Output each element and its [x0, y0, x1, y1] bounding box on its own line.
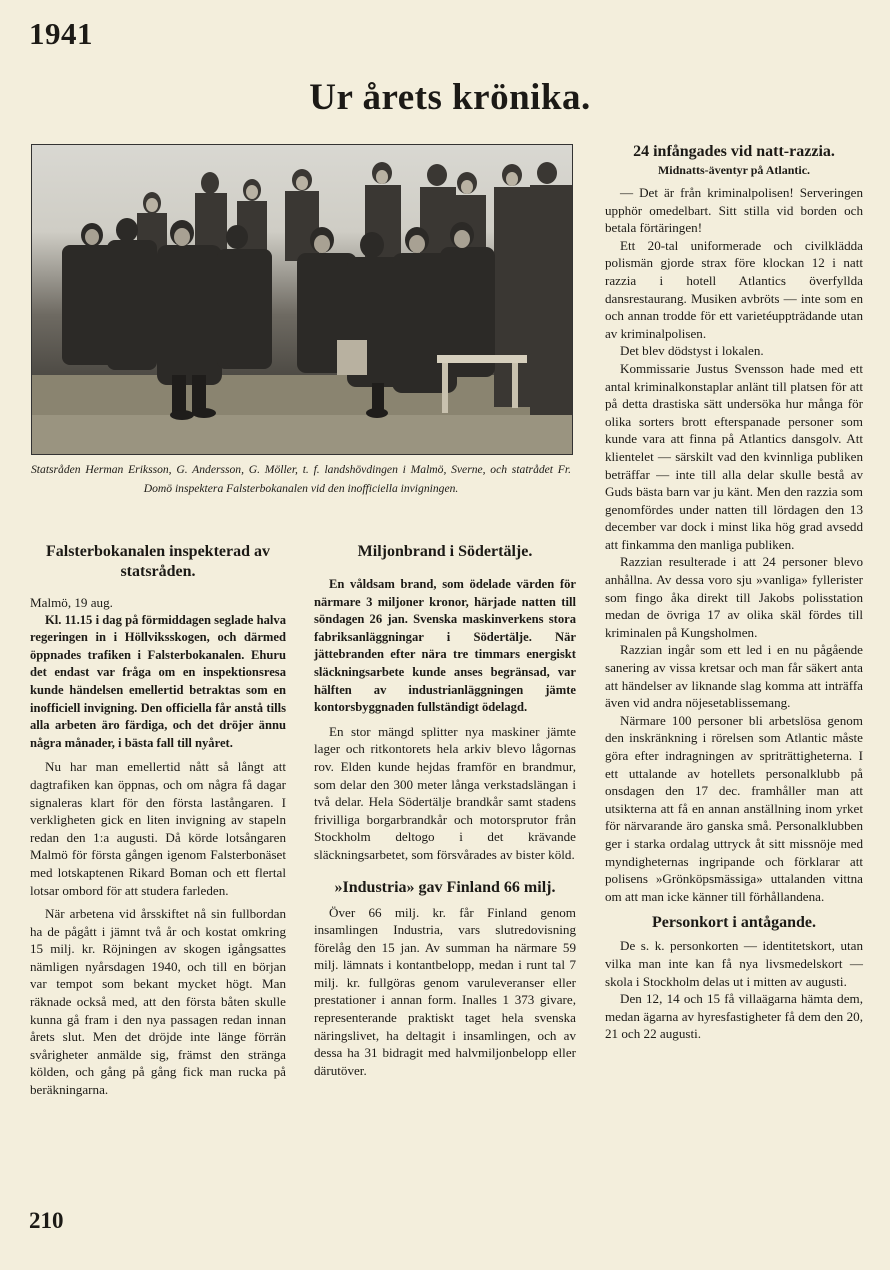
- article-paragraph: Den 12, 14 och 15 få villaägarna hämta dem, medan ägarna av hyresfastigheter få dem den 20, 21 och 22 augusti.: [605, 991, 863, 1042]
- page-number: 210: [29, 1208, 64, 1233]
- article-paragraph: Det blev dödstyst i lokalen.: [620, 343, 764, 359]
- article-paragraph: När arbetena vid årsskiftet nå sin fullbordan ha de pågått i jämnt två år och kostat omkring 15 milj. kr. Röjningen av skogen igångsattes nämligen nyårsdagen 1940, och till en början var tempot som bekant mycket högt. Man räknade också med, att den första båten skulle kunna gå fram i den nya passagen redan innan årets slut. Men det dröjde inte länge förrän svårigheter anmälde sig, främst den stränga kölden, och gång på gång fick man rucka på beräkningarna.: [30, 906, 286, 1098]
- article-paragraph: Ett 20-tal uniformerade och civilklädda polismän gjorde strax före klockan 12 i natt razzia i hotell Atlantics överfyllda dansrestaurang. Musiken avbröts — inte som en och annan trodde för ett varietéuppträdande utan av kriminalpolisen.: [605, 237, 863, 341]
- article-paragraph: Närmare 100 personer bli arbetslösa genom den inskränkning i rörelsen som Atlantic måste göra efter indragningen av spriträttigheterna. I ett uttalande av hotellets personalklubb på onsdagen den 17 dec. framhåller man att utsikterna att få en annan anställning inom yrket för närvarande äro ganska små. Personalklubben ger i starka ordalag uttryck åt sitt missnöje med myndigheternas ingripande och förklarar att polisens »Grönköpsmässiga» uttalanden vittna om att man icke känner till förhållandena.: [605, 712, 863, 904]
- article-dateline: Malmö, 19 aug.: [30, 595, 113, 610]
- year-heading: 1941: [29, 16, 93, 51]
- column-middle: [314, 542, 576, 1079]
- photo-illustration: [32, 145, 572, 454]
- article-lead-sodertalje: En våldsam brand, som ödelade värden för närmare 3 miljoner kronor, härjade natten till söndagen 26 jan. Svenska maskinverkens stora fabriksanläggningar i Södertälje. När jättebranden efter nära tre timmars energiskt släckningsarbete kunde anses begränsad, var hälften av industrianläggningen jämte kontorsbyggnaden fullständigt ödelagd.: [314, 577, 576, 715]
- article-title-sodertalje: Miljonbrand i Södertälje.: [357, 543, 533, 560]
- article-paragraph: Razzian ingår som ett led i en nu pågående sanering av vissa kretsar och man får säkert anta att händelser av liknande slag komma att inträffa även vid andra nöjesetablissemang.: [605, 642, 863, 711]
- article-paragraph: Över 66 milj. kr. får Finland genom insamlingen Industria, vars slutredovisning förelåg den 15 jan. Av summan ha närmare 59 milj. lämnats i kontantbelopp, medan i runt tal 7 milj. kr. fullgöras genom varuleveranser eller prestationer i annan form. Inalles 1 373 givare, representerande praktiskt taget hela svenska näringslivet, ha deltagit i insamlingen, och av dessa ha 31 bidragit med halvmiljonbelopp eller därutöver.: [314, 904, 576, 1078]
- news-photo: [31, 144, 573, 455]
- article-paragraph: De s. k. personkorten — identitetskort, utan vilka man inte kan få nya livsmedelskort — skola i Stockholm delas ut i mitten av augusti.: [605, 938, 863, 989]
- column-right: [605, 142, 863, 1043]
- article-paragraph: En stor mängd splitter nya maskiner jämte lager och ritkontorets hela arkiv blevo lågornas rov. Elden kunde hejdas framför en brandmur, som delar den 300 meter långa verkstadslängan i två delar. Hela Södertälje brandkår samt stadens frivilliga borgarbrandkår och motorsprutor från Stockholm deltogo i det krävande släckningsarbetet, som försvårades av bister köld.: [314, 723, 576, 862]
- page-title: Ur årets krönika.: [309, 77, 591, 118]
- article-paragraph: Razzian resulterade i att 24 personer blevo anhållna. Av dessa voro sju »vanliga» fyllerister som fingo åka direkt till Jakobs polisstation medan de övriga 17 av olika skäl fördes till kriminalen på Kungsholmen.: [605, 554, 863, 640]
- photo-caption: Statsråden Herman Eriksson, G. Andersson, G. Möller, t. f. landshövdingen i Malmö, Sverne, och statrådet Fr. Domö inspektera Falsterbokanalen vid den inofficiella invigningen.: [31, 463, 571, 495]
- article-lead-falsterbo: Kl. 11.15 i dag på förmiddagen seglade halva regeringen in i Höllviksskogen, och därmed öppnades trafiken i Falsterbokanalen. Ehuru det endast var fråga om en inspektionsresa kunde händelsen emellertid betraktas som en inofficiell invigning. Den officiella får anstå tills alla arbeten äro färdiga, och det dröjer ännu några månader, i bästa fall till nyåret.: [30, 612, 286, 750]
- article-title-industria: »Industria» gav Finland 66 milj.: [334, 878, 556, 896]
- article-title-razzia: 24 infångades vid natt-razzia.: [633, 143, 835, 160]
- column-left: [30, 542, 286, 1099]
- article-subtitle-razzia: Midnatts-äventyr på Atlantic.: [657, 163, 811, 177]
- article-paragraph: — Det är från kriminalpolisen! Serveringen upphör omedelbart. Sitt stilla vid borden och betala förtäringen!: [605, 185, 863, 236]
- article-paragraph: Nu har man emellertid nått så långt att dagtrafiken kan öppnas, och om några få dagar signaleras klart för den första lastångaren. I verkligheten gick en liten invigning av stapeln redan den 1:a augusti. Då körde lotsångaren Malmö för första gången igenom Falsterbonäset med lotskaptenen Rikard Boman och ett flertal lotsar ombord för att studera farleden.: [30, 759, 286, 898]
- article-paragraph: Kommissarie Justus Svensson hade med ett antal kriminalkonstaplar anlänt till platsen för att på detta drastiska sätt undersöka hur många för olika sorters brott efterspanade personer som kunde vara att finna på Atlantics dansgolv. Att klientelet — särskilt vad den kvinnliga publiken beträffar — inte till alla delar skulle bestå av Guds bästa barn var ju känt. Men den razzia som genomfördes under natten till lördagen den 13 december var dock i minst lika hög grad avsedd att finkamma den manliga publiken.: [605, 360, 863, 552]
- article-title-falsterbo: Falsterbokanalen inspekterad av statsråden.: [45, 543, 270, 580]
- article-title-personkort: Personkort i antågande.: [652, 914, 816, 932]
